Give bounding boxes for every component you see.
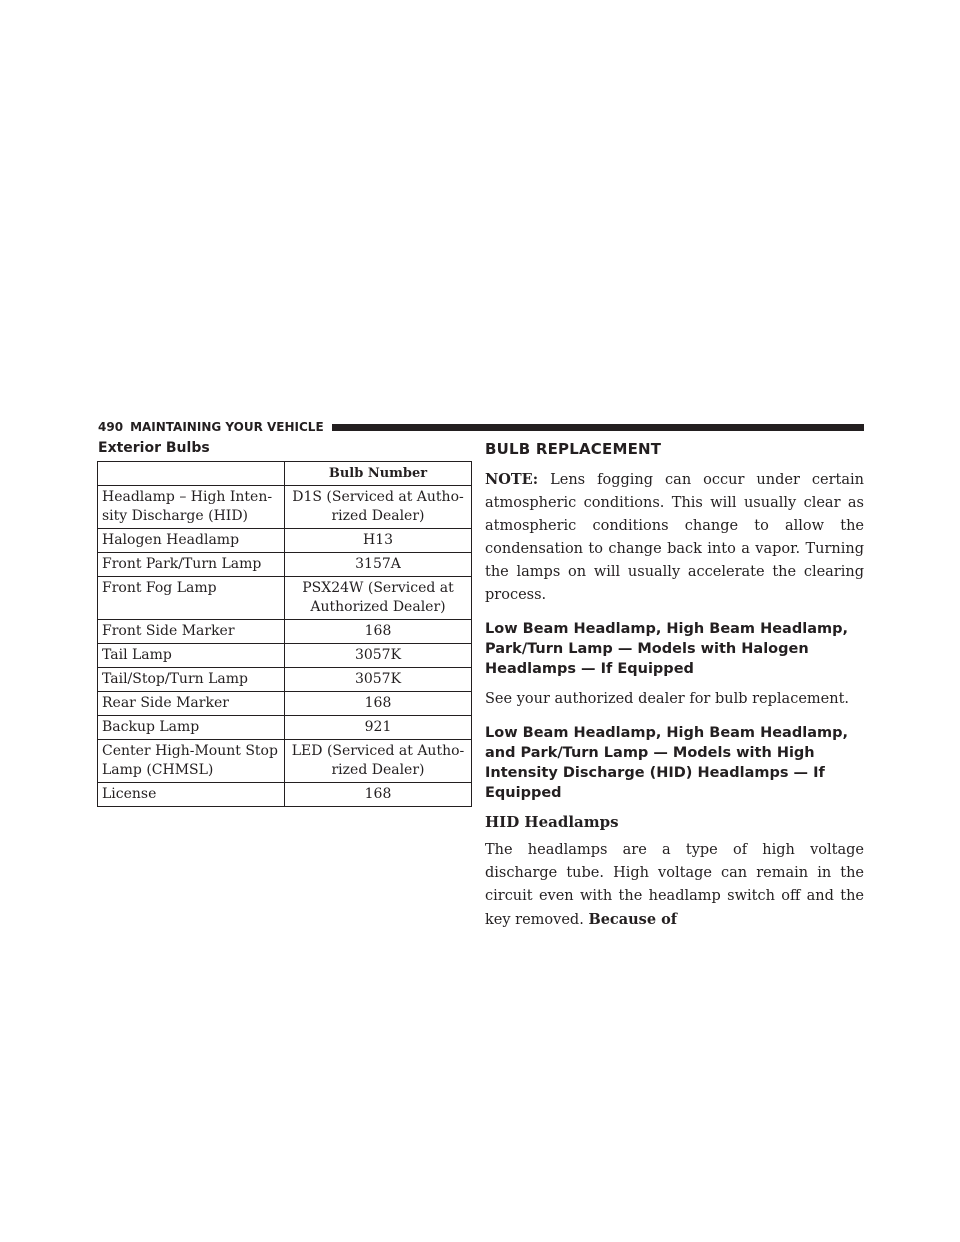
- bulb-number-cell: 168: [285, 620, 472, 644]
- exterior-bulbs-table: [97, 461, 472, 807]
- table-header-bulb-number: Bulb Number: [285, 462, 472, 486]
- note-text: Lens fogging can occur under certain atmospheric conditions. This will usually clear as atmospheric conditions change to allow the condensation to change back into a vapor. Turning the lamps on will usually accelerate the clearing process.: [485, 472, 864, 603]
- lamp-name-cell: Center High-Mount Stop Lamp (CHMSL): [98, 740, 285, 783]
- page-header: [98, 418, 864, 436]
- lamp-name-cell: Headlamp – High Inten- sity Discharge (HID): [98, 486, 285, 529]
- table-row: [98, 577, 472, 620]
- bulb-number-cell: 3157A: [285, 553, 472, 577]
- hid-heading: Low Beam Headlamp, High Beam Headlamp, and Park/Turn Lamp — Models with High Intensity Discharge (HID) Headlamps — If Equipped: [485, 725, 848, 801]
- hid-text: The headlamps are a type of high voltage discharge tube. High voltage can remain in the circuit even with the headlamp switch off and the key removed.: [485, 842, 864, 928]
- table-row: [98, 783, 472, 807]
- note-paragraph: [485, 468, 864, 607]
- bulb-number-cell: PSX24W (Serviced at Authorized Dealer): [285, 577, 472, 620]
- bulb-replacement-section: [485, 440, 864, 941]
- page-number: 490: [98, 420, 124, 434]
- bulb-number-cell: H13: [285, 529, 472, 553]
- lamp-name-cell: Halogen Headlamp: [98, 529, 285, 553]
- hid-text-bold: Because of: [588, 911, 678, 928]
- bulb-number-cell: LED (Serviced at Autho- rized Dealer): [285, 740, 472, 783]
- halogen-text: See your authorized dealer for bulb replacement.: [485, 691, 850, 707]
- table-row: [98, 668, 472, 692]
- bulb-number-cell: 921: [285, 716, 472, 740]
- bulb-number-cell: 3057K: [285, 668, 472, 692]
- table-row: [98, 716, 472, 740]
- lamp-name-cell: License: [98, 783, 285, 807]
- hid-subheading: HID Headlamps: [485, 813, 619, 831]
- bulb-number-cell: 168: [285, 783, 472, 807]
- table-row: [98, 740, 472, 783]
- bulb-number-cell: 3057K: [285, 644, 472, 668]
- bulb-number-cell: D1S (Serviced at Autho- rized Dealer): [285, 486, 472, 529]
- table-row: [98, 644, 472, 668]
- lamp-name-cell: Front Fog Lamp: [98, 577, 285, 620]
- table-body: [98, 486, 472, 807]
- section-title: BULB REPLACEMENT: [485, 440, 662, 458]
- table-row: [98, 692, 472, 716]
- hid-paragraph: [485, 839, 864, 932]
- table-row: [98, 620, 472, 644]
- table-row: [98, 553, 472, 577]
- header-rule: [332, 424, 864, 431]
- note-label: NOTE:: [485, 471, 539, 488]
- table-header-row: [98, 462, 472, 486]
- bulb-number-cell: 168: [285, 692, 472, 716]
- lamp-name-cell: Tail/Stop/Turn Lamp: [98, 668, 285, 692]
- table-header-empty: [98, 462, 285, 486]
- section-name: MAINTAINING YOUR VEHICLE: [130, 420, 324, 434]
- lamp-name-cell: Backup Lamp: [98, 716, 285, 740]
- table-row: [98, 486, 472, 529]
- lamp-name-cell: Front Park/Turn Lamp: [98, 553, 285, 577]
- table-row: [98, 529, 472, 553]
- exterior-bulbs-section: [97, 440, 472, 807]
- table-title: Exterior Bulbs: [98, 440, 210, 456]
- lamp-name-cell: Front Side Marker: [98, 620, 285, 644]
- lamp-name-cell: Rear Side Marker: [98, 692, 285, 716]
- halogen-heading: Low Beam Headlamp, High Beam Headlamp, Park/Turn Lamp — Models with Halogen Headlamps — If Equipped: [485, 621, 848, 677]
- lamp-name-cell: Tail Lamp: [98, 644, 285, 668]
